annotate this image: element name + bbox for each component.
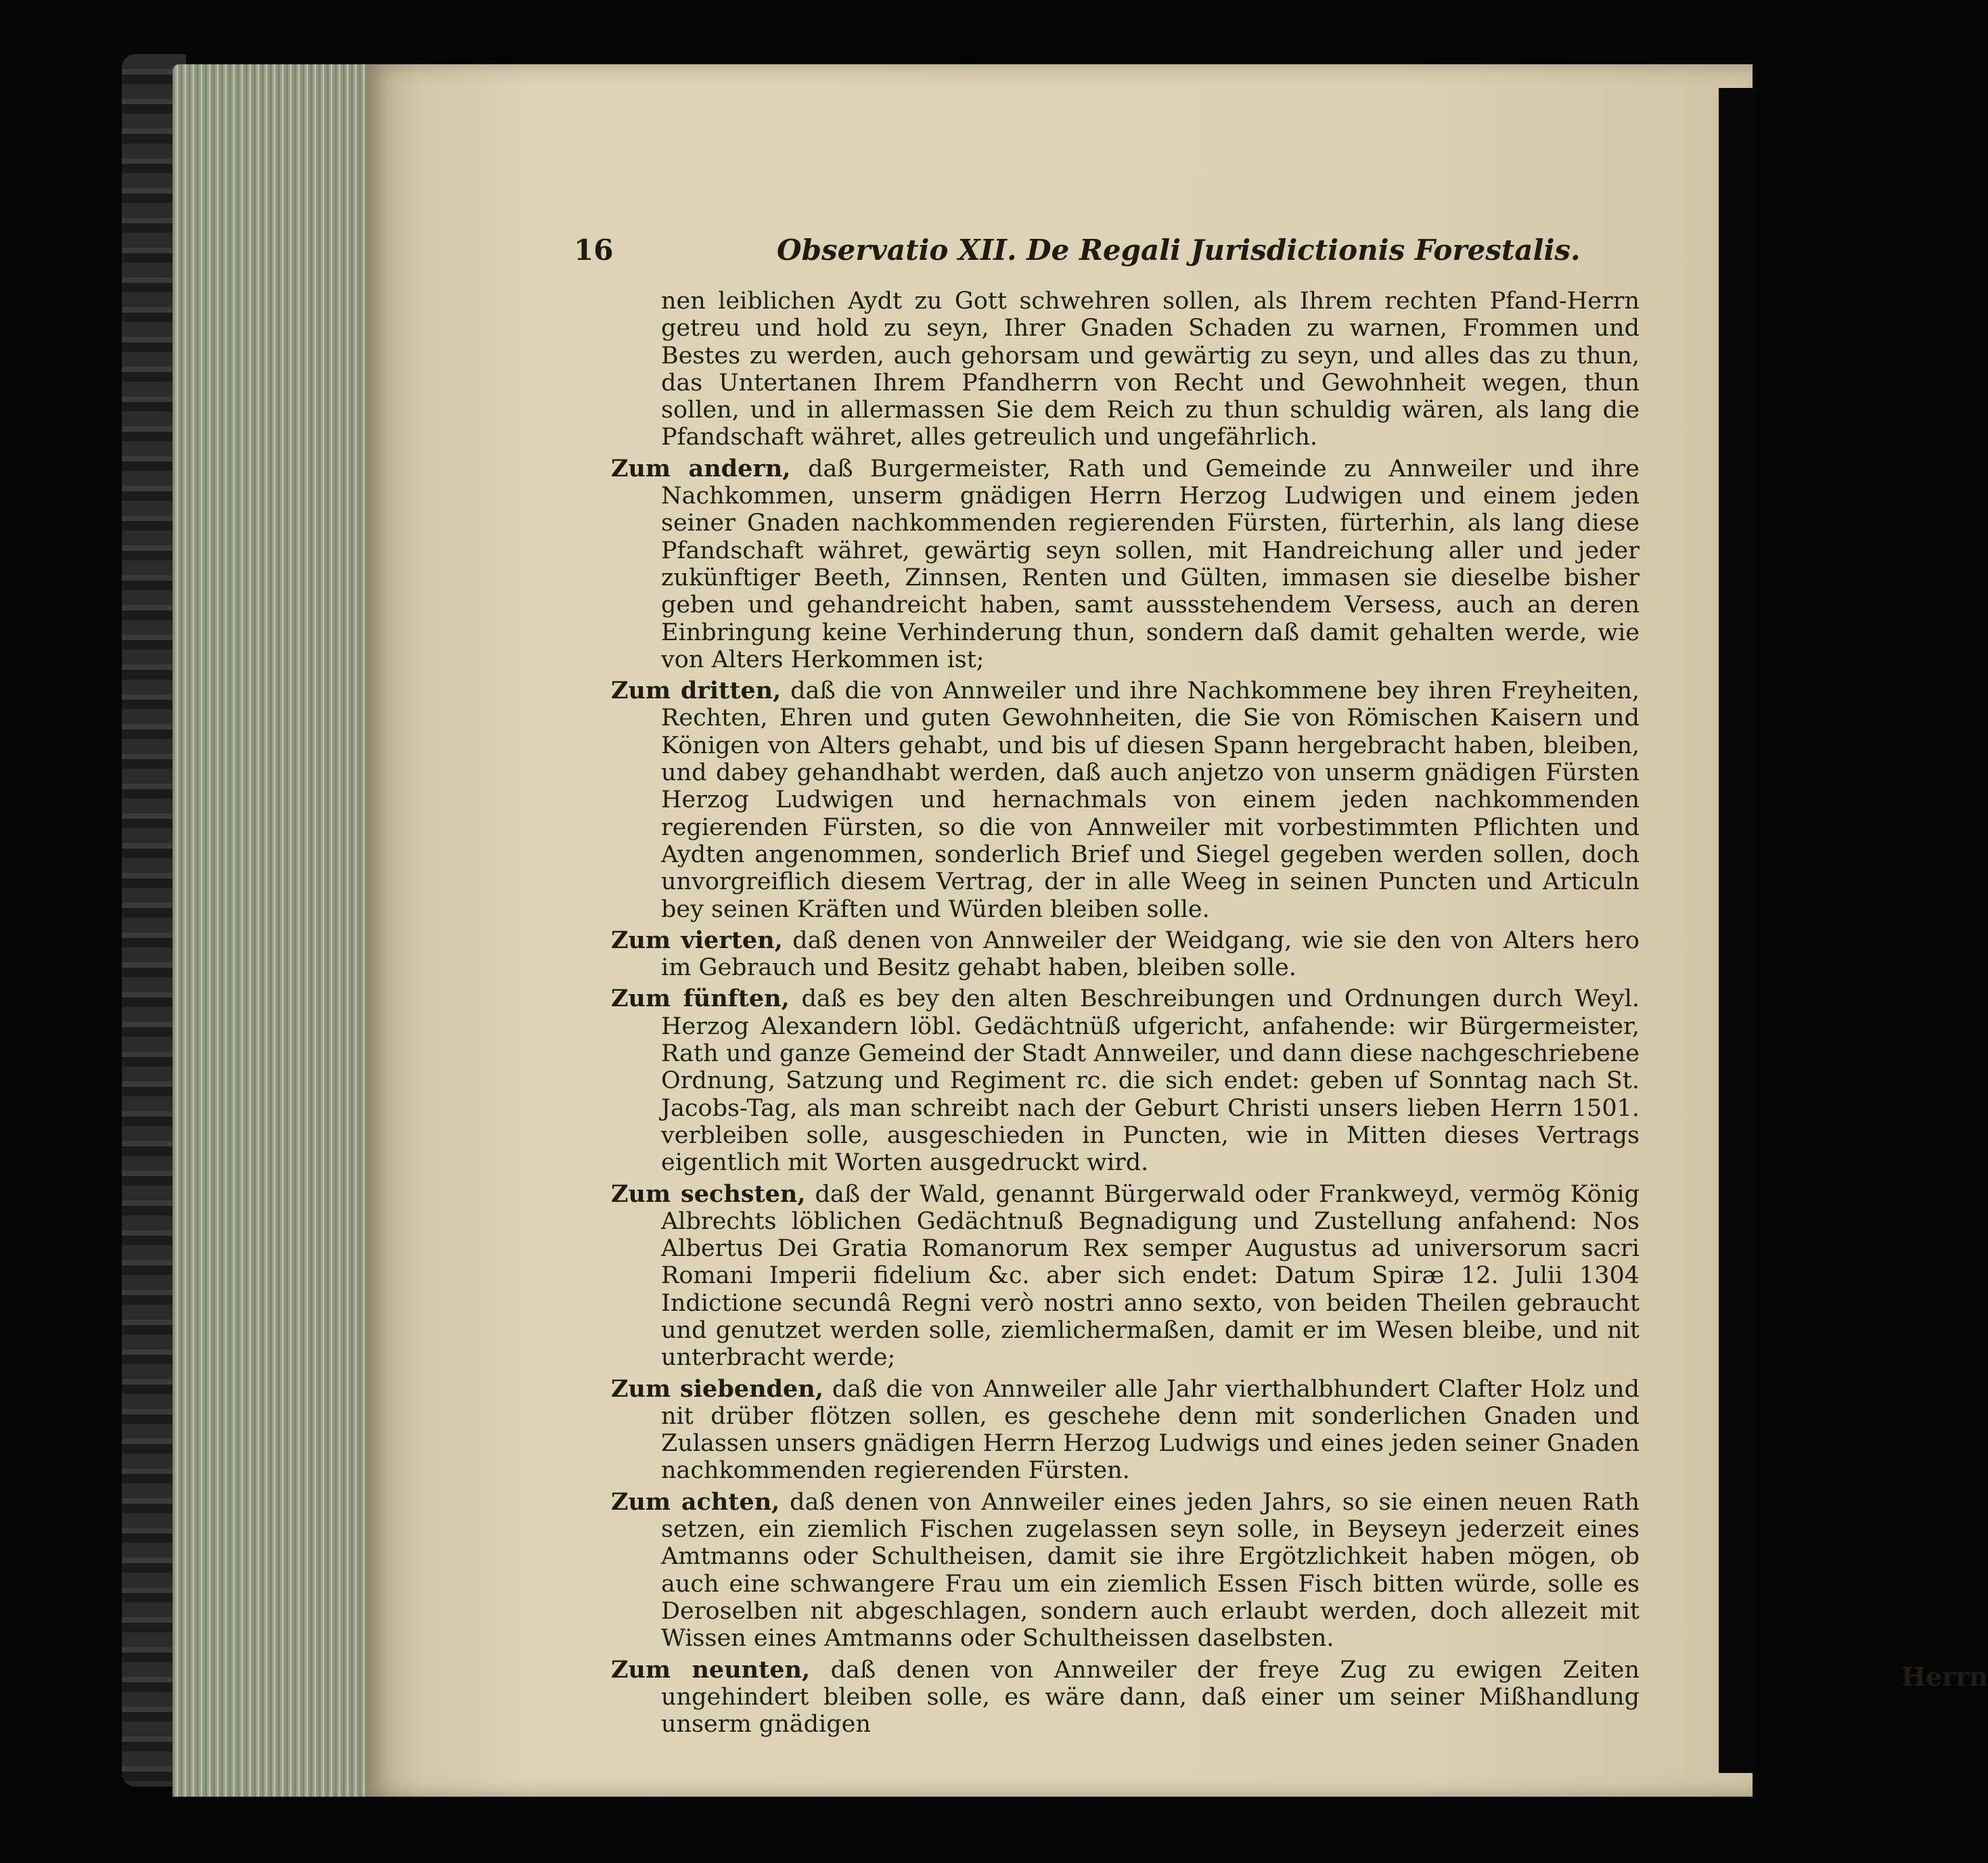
paragraph-head: Zum siebenden, [611, 1374, 823, 1403]
paragraph-head: Zum sechsten, [611, 1180, 806, 1208]
paragraph-head: Zum andern, [611, 454, 791, 482]
paragraph [611, 1376, 1640, 1485]
body-text [611, 288, 1640, 1742]
paragraph-text: daß die von Annweiler und ihre Nachkommene bey ihren Freyheiten, Rechten, Ehren und guten Gewohnheiten, die Sie von Römischen Kaisern und Königen von Alters gehabt, und bis uf diesen Spann hergebracht haben, bleiben, und dabey gehandhabt werden, daß auch anjetzo von unserm gnädigen Fürsten Herzog Ludwigen und hernachmals von einem jeden nachkommenden regierenden Fürsten, so die von Annweiler mit vorbestimmten Pflichten und Aydten angenommen, sonderlich Brief und Siegel gegeben werden sollen, doch unvorgreiflich diesem Vertrag, der in alle Weeg in seinen Puncten und Articuln bey seinen Kräften und Würden bleiben solle. [661, 677, 1640, 923]
paragraph-text: daß der Wald, genannt Bürgerwald oder Frankweyd, vermög König Albrechts löblichen Gedächtnuß Begnadigung und Zustellung anfahend: Nos Albertus Dei Gratia Romanorum Rex semper Augustus ad universorum sacri Romani Imperii fidelium &c. aber sich endet: Datum Spiræ 12. Julii 1304 Indictione secundâ Regni verò nostri anno sexto, von beiden Theilen gebraucht und genutzet werden solle, ziemlichermaßen, damit er im Wesen bleibe, und nit unterbracht werde; [661, 1180, 1640, 1372]
paragraph [611, 677, 1640, 923]
paragraph [611, 1181, 1640, 1372]
paragraph-text: daß denen von Annweiler der freye Zug zu ewigen Zeiten ungehindert bleiben solle, es wäre dann, daß einer um seiner Mißhandlung unserm gnädigen [661, 1656, 1640, 1738]
paragraph [611, 455, 1640, 673]
paragraph-head: Zum dritten, [611, 677, 782, 705]
paragraph [611, 288, 1640, 451]
paragraph-text: nen leiblichen Aydt zu Gott schwehren sollen, als Ihrem rechten Pfand-Herrn getreu und hold zu seyn, Ihrer Gnaden Schaden zu warnen, Frommen und Bestes zu werden, auch gehorsam und gewärtig zu seyn, und alles das zu thun, das Untertanen Ihrem Pfandherrn von Recht und Gewohnheit wegen, thun sollen, und in allermassen Sie dem Reich zu thun schuldig wären, als lang die Pfandschaft währet, alles getreulich und ungefährlich. [661, 288, 1640, 451]
catchword: Herrn [1901, 1661, 1988, 1692]
page-number: 16 [574, 233, 614, 267]
page-edges [173, 64, 376, 1797]
paragraph [611, 1657, 1640, 1738]
page-right-shadow [1719, 88, 1757, 1773]
paragraph [611, 985, 1640, 1176]
running-title: Observatio XII. De Regali Jurisdictionis Forestalis. [777, 233, 1581, 267]
paragraph-text: daß denen von Annweiler der Weidgang, wie sie den von Alters hero im Gebrauch und Besitz gehabt haben, bleiben solle. [661, 926, 1640, 982]
paragraph-text: daß es bey den alten Beschreibungen und Ordnungen durch Weyl. Herzog Alexandern löbl. Gedächtnüß ufgericht, anfahende: wir Bürgermeister, Rath und ganze Gemeind der Stadt Annweiler, und dann diese nachgeschriebene Ordnung, Satzung und Regiment rc. die sich endet: geben uf Sonntag nach St. Jacobs-Tag, als man schreibt nach der Geburt Christi unsers lieben Herrn 1501. verbleiben solle, ausgeschieden in Puncten, wie in Mitten dieses Vertrags eigentlich mit Worten ausgedruckt wird. [661, 985, 1640, 1177]
paragraph [611, 1489, 1640, 1653]
paragraph-head: Zum fünften, [611, 985, 790, 1013]
paragraph-text: daß denen von Annweiler eines jeden Jahrs, so sie einen neuen Rath setzen, ein ziemlich Fischen zugelassen seyn solle, in Beyseyn jederzeit eines Amtmanns oder Schultheisen, damit sie ihre Ergötzlichkeit haben mögen, ob auch eine schwangere Frau um ein ziemlich Essen Fisch bitten würde, solle es Deroselben nit abgeschlagen, sondern auch erlaubt werden, doch allezeit mit Wissen eines Amtmanns oder Schultheissen daselbsten. [661, 1488, 1640, 1653]
paragraph [611, 927, 1640, 982]
paragraph-text: daß Burgermeister, Rath und Gemeinde zu Annweiler und ihre Nachkommen, unserm gnädigen Herrn Herzog Ludwigen und einem jeden seiner Gnaden nachkommenden regierenden Fürsten, fürterhin, als lang diese Pfandschaft währet, gewärtig seyn sollen, mit Handreichung aller und jeder zukünftiger Beeth, Zinnsen, Renten und Gülten, immasen sie dieselbe bisher geben und gehandreicht haben, samt aussstehendem Versess, auch an deren Einbringung keine Verhinderung thun, sondern daß damit gehalten werde, wie von Alters Herkommen ist; [661, 455, 1640, 673]
book-page [365, 64, 1988, 1797]
paragraph-head: Zum vierten, [611, 926, 783, 954]
paragraph-text: daß die von Annweiler alle Jahr vierthalbhundert Clafter Holz und nit drüber flötzen sollen, es geschehe denn mit sonderlichen Gnaden und Zulassen unsers gnädigen Herrn Herzog Ludwigs und eines jeden seiner Gnaden nachkommenden regierenden Fürsten. [661, 1375, 1640, 1485]
paragraph-head: Zum neunten, [611, 1655, 811, 1684]
paragraph-head: Zum achten, [611, 1487, 780, 1516]
